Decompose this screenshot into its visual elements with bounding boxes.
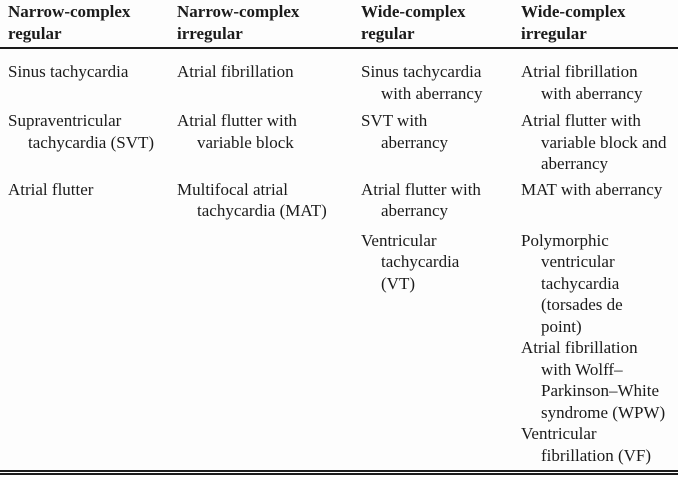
arrhythmia-item (8, 61, 168, 83)
cell-line: Supraventricular (8, 111, 122, 130)
table-cell-row4-col3 (353, 230, 513, 295)
header-cell-wide-complex-irregular (513, 0, 678, 44)
cell-line: tachycardia (541, 273, 620, 293)
header-cell-narrow-complex-regular (0, 0, 169, 44)
header-line: regular (8, 23, 62, 43)
arrhythmia-item (8, 110, 168, 153)
cell-line: Parkinson–White (541, 381, 660, 400)
cell-line: Atrial fibrillation (177, 62, 294, 81)
table-cell-row1-col2 (169, 49, 353, 88)
bottom-double-rule (0, 470, 678, 475)
cell-line: Atrial fibrillation (521, 62, 638, 81)
cell-line: Atrial flutter with (521, 111, 641, 130)
arrhythmia-item (521, 61, 677, 104)
arrhythmia-item (521, 423, 677, 466)
cell-line: Polymorphic (521, 230, 609, 250)
table-cell-row2-col4 (513, 109, 678, 178)
arrhythmia-item (361, 230, 512, 295)
cell-line: ventricular (541, 252, 615, 271)
cell-line: tachycardia (381, 252, 460, 271)
table-cell-row3-col2 (169, 178, 353, 230)
cell-line: fibrillation (VF) (541, 445, 652, 465)
header-line: Wide-complex (361, 2, 466, 21)
cell-line: Sinus tachycardia (8, 62, 129, 81)
table-cell-row3-col1 (0, 178, 169, 209)
table-cell-row4-col4 (513, 230, 678, 467)
table-cell-row1-col3 (353, 49, 513, 109)
cell-line: with Wolff– (541, 359, 623, 379)
cell-line: Atrial fibrillation (521, 338, 638, 357)
table-cell-row1-col4 (513, 49, 678, 109)
cell-line: tachycardia (SVT) (28, 132, 155, 152)
header-line: Narrow-complex (177, 2, 300, 21)
table-cell-row1-col1 (0, 49, 169, 88)
arrhythmia-item (521, 337, 677, 423)
arrhythmia-item (361, 61, 512, 104)
table-cell-row3-col3 (353, 178, 513, 230)
table-cell-row3-col4 (513, 178, 678, 209)
arrhythmia-item (8, 179, 168, 201)
header-line: irregular (177, 23, 243, 43)
arrhythmia-item (521, 110, 677, 175)
header-cell-wide-complex-regular (353, 0, 513, 44)
cell-line: tachycardia (MAT) (197, 201, 327, 220)
cell-line: Ventricular (521, 424, 597, 443)
arrhythmia-item (361, 179, 512, 222)
table-cell-row2-col2 (169, 109, 353, 156)
header-cell-narrow-complex-irregular (169, 0, 353, 44)
table-cell-row2-col3 (353, 109, 513, 156)
arrhythmia-item (177, 110, 352, 153)
arrhythmia-item (177, 61, 352, 83)
cell-line: (torsades de (541, 295, 623, 314)
arrhythmia-item (521, 230, 677, 338)
cell-line: aberrancy (541, 154, 609, 173)
cell-line: MAT with aberrancy (521, 179, 663, 199)
cell-line: with aberrancy (541, 83, 643, 103)
cell-line: syndrome (WPW) (541, 402, 666, 422)
cell-line: SVT with (361, 111, 428, 130)
cell-line: variable block and (541, 132, 667, 152)
cell-line: Atrial flutter with (361, 179, 481, 199)
header-line: Narrow-complex (8, 2, 131, 21)
cell-line: with aberrancy (381, 83, 483, 103)
cell-line: Multifocal atrial (177, 179, 288, 199)
cell-line: Atrial flutter (8, 179, 94, 199)
cell-line: Ventricular (361, 230, 437, 250)
header-line: irregular (521, 23, 587, 43)
cell-line: aberrancy (381, 132, 449, 152)
arrhythmia-item (177, 179, 352, 222)
cell-line: variable block (197, 132, 294, 152)
cell-line: Sinus tachycardia (361, 62, 482, 81)
table-cell-row2-col1 (0, 109, 169, 156)
arrhythmia-item (521, 179, 677, 201)
arrhythmia-item (361, 110, 512, 153)
cell-line: point) (541, 316, 582, 336)
header-line: regular (361, 23, 415, 43)
cell-line: aberrancy (381, 201, 449, 220)
cell-line: Atrial flutter with (177, 111, 297, 130)
header-line: Wide-complex (521, 2, 626, 21)
cell-line: (VT) (381, 273, 415, 293)
